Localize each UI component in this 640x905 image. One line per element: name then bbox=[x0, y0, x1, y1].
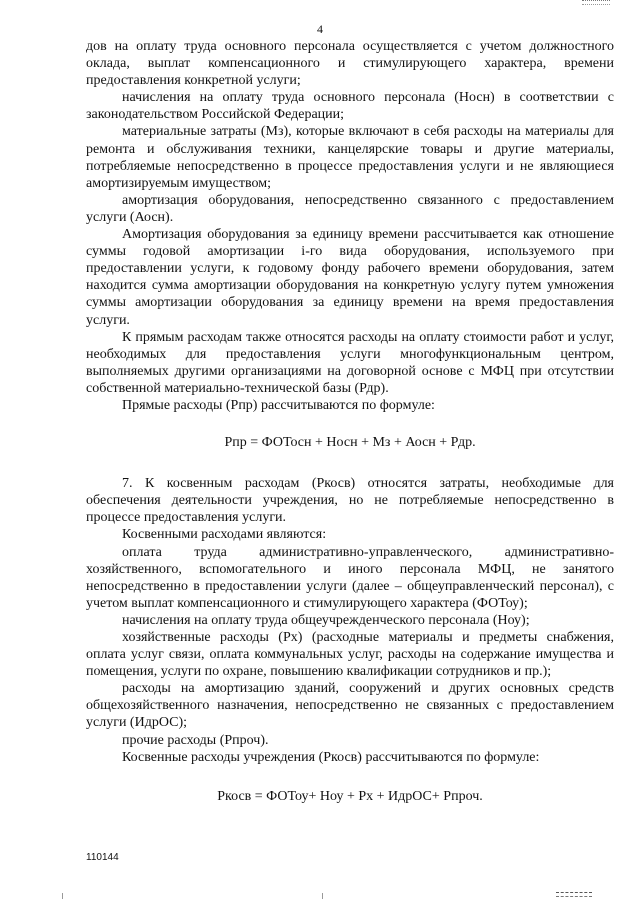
paragraph-indirect-costs-list-intro: Косвенными расходами являются: bbox=[122, 527, 327, 543]
paragraph-direct-formula-intro: Прямые расходы (Рпр) рассчитываются по формуле: bbox=[122, 397, 435, 413]
paragraph-other-expenses: прочие расходы (Рпроч). bbox=[122, 732, 269, 748]
paragraph-continuation: дов на оплату труда основного персонала осуществляется с учетом должностного оклада, выплат компенсационного и стимулирующего характера, времени предоставления конкретной услуги; bbox=[86, 39, 614, 89]
paragraph-social-charges: начисления на оплату труда основного персонала (Носн) в соответствии с законодательством Российской Федерации; bbox=[86, 90, 614, 123]
paragraph-indirect-costs-definition: 7. К косвенным расходам (Ркосв) относятся затраты, необходимые для обеспечения деятельности учреждения, но не потребляемые непосредственно в процессе предоставления услуги. bbox=[86, 476, 614, 526]
formula-indirect-costs: Ркосв = ФОТоу+ Ноу + Рх + ИдрОС+ Рпроч. bbox=[217, 788, 483, 804]
scan-artifact-top bbox=[582, 0, 610, 5]
paragraph-material-costs: материальные затраты (Мз), которые включают в себя расходы на материалы для ремонта и обслуживания техники, канцелярские товары и другие материалы, потребляемые непосредственно в процессе предоставления услуги и не являющиеся амортизируемым имуществом; bbox=[86, 124, 614, 191]
paragraph-indirect-formula-intro: Косвенные расходы учреждения (Ркосв) рассчитываются по формуле: bbox=[122, 749, 540, 765]
scan-artifact-tick bbox=[322, 893, 323, 899]
document-body bbox=[86, 38, 614, 805]
paragraph-admin-staff-pay: оплата труда административно-управленческого, административно-хозяйственного, вспомогательного и иного персонала МФЦ, не занятого непосредственно в предоставлении услуги (далее – общеуправленческий персонал), с учетом выплат компенсационного и стимулирующего характера (ФОТоу); bbox=[86, 544, 614, 611]
page-number: 4 bbox=[317, 22, 323, 36]
document-code: 110144 bbox=[86, 852, 119, 863]
scan-artifact-tick bbox=[62, 893, 63, 899]
paragraph-equipment-depreciation: амортизация оборудования, непосредственно связанного с предоставлением услуги (Аосн). bbox=[86, 192, 614, 225]
paragraph-building-depreciation: расходы на амортизацию зданий, сооружений и других основных средств общехозяйственного назначения, непосредственно не связанных с предоставлением услуги (ИдрОС); bbox=[86, 681, 614, 731]
paragraph-depreciation-calculation: Амортизация оборудования за единицу времени рассчитывается как отношение суммы годовой амортизации i-го вида оборудования, используемого при предоставлении услуги, к годовому фонду рабочего времени оборудования, затем находится сумма амортизации оборудования на конкретную услугу путем умножения суммы амортизации оборудования за единицу времени на время предоставления услуги. bbox=[86, 227, 614, 328]
paragraph-admin-staff-charges: начисления на оплату труда общеучрежденческого персонала (Ноу); bbox=[122, 612, 530, 628]
formula-direct-costs: Рпр = ФОТосн + Носн + Мз + Аосн + Рдр. bbox=[224, 435, 476, 451]
paragraph-other-direct-costs: К прямым расходам также относятся расходы на оплату стоимости работ и услуг, необходимых для предоставления услуги многофункциональным центром, выполняемых другими организациями на договорной основе с МФЦ при отсутствии собственной материально-технической базы (Рдр). bbox=[86, 329, 614, 396]
paragraph-household-expenses: хозяйственные расходы (Рх) (расходные материалы и предметы снабжения, оплата услуг связи, оплата коммунальных услуг, расходы на содержание имущества и помещения, услуги по охране, повышению квалификации сотрудников и пр.); bbox=[86, 630, 614, 680]
scan-artifact-bottom bbox=[556, 892, 592, 897]
